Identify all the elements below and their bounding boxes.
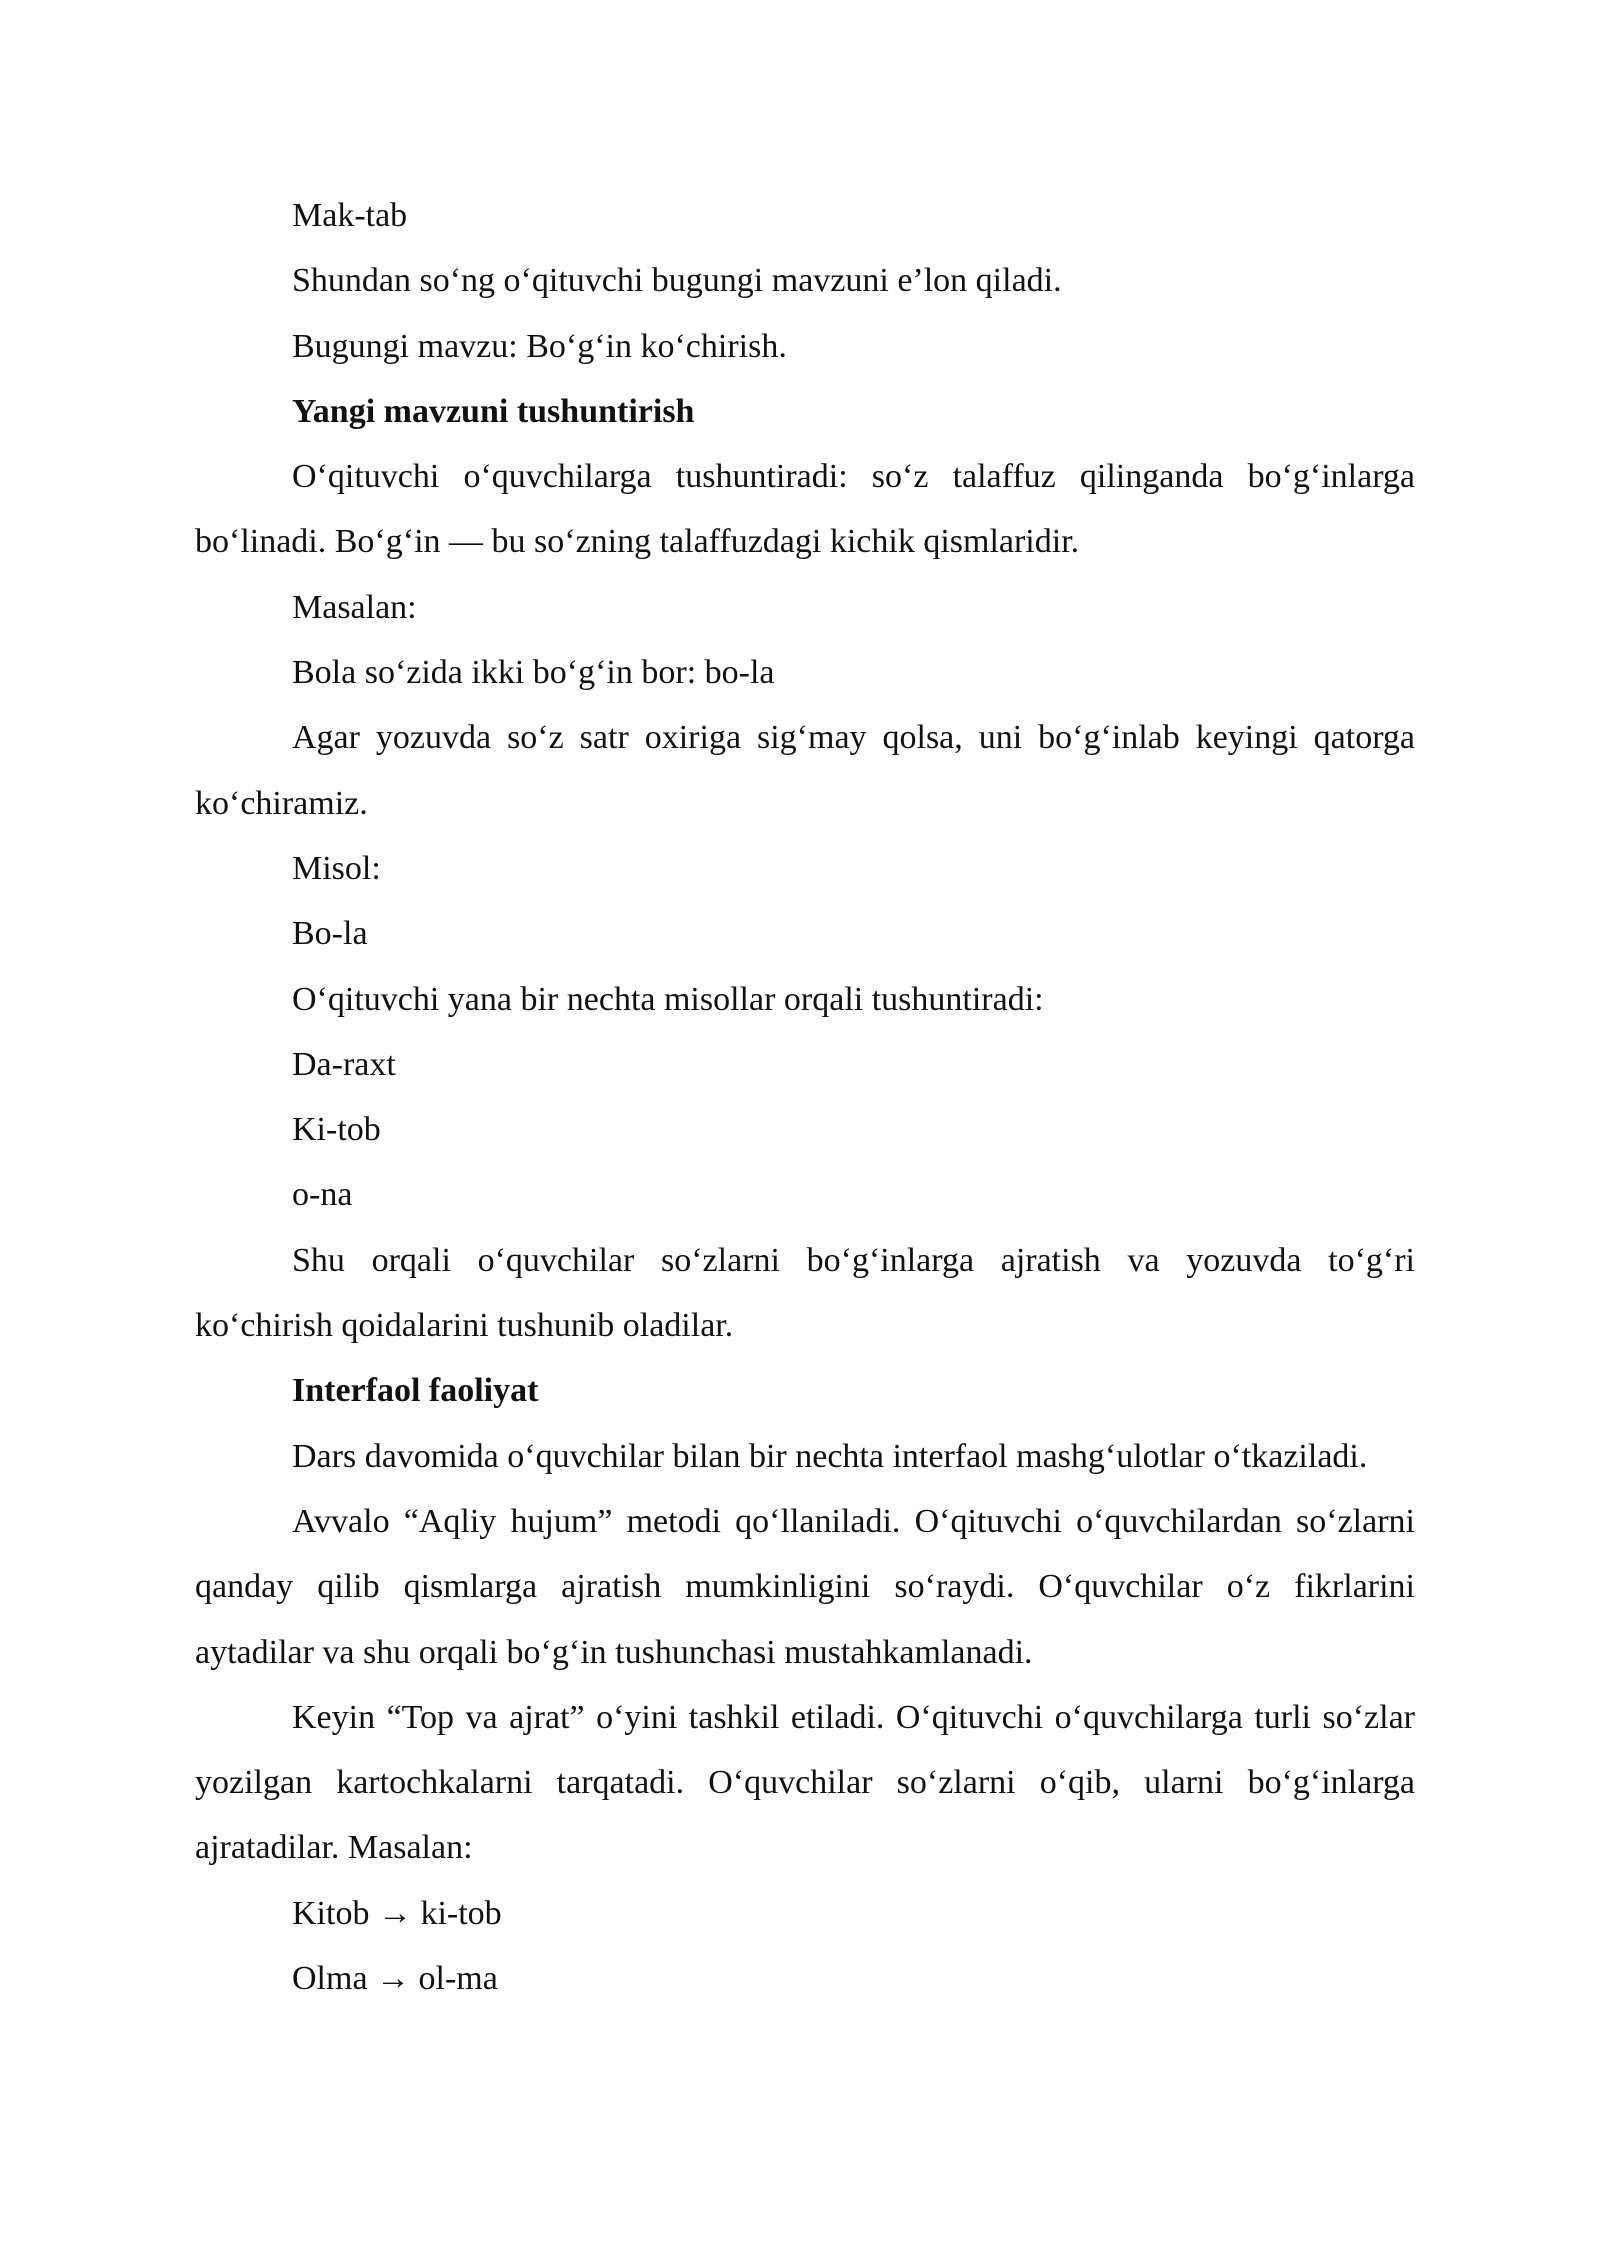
paragraph: Mak-tab	[292, 197, 408, 234]
document-page	[195, 183, 1415, 2011]
paragraph: Da-raxt	[292, 1045, 396, 1083]
paragraph: Dars davomida o‘quvchilar bilan bir nechta interfaol mashg‘ulotlar o‘tkaziladi.	[292, 1437, 1368, 1475]
paragraph: Ki-tob	[292, 1111, 381, 1149]
paragraph: Misol:	[292, 849, 381, 887]
paragraph: Bo-la	[292, 915, 368, 953]
paragraph: Masalan:	[292, 588, 417, 626]
paragraph: Agar yozuvda so‘z satr oxiriga sig‘may qolsa, uni bo‘g‘inlab keyingi qatorga ko‘chiramiz.	[195, 719, 1415, 822]
paragraph: Kitob → ki-tob	[292, 1894, 502, 1932]
paragraph: o-na	[292, 1176, 353, 1214]
paragraph: Keyin “Top va ajrat” o‘yini tashkil etiladi. O‘qituvchi o‘quvchilarga turli so‘zlar yozilgan kartochkalarni tarqatadi. O‘quvchilar so‘zlarni o‘qib, ularni bo‘g‘inlarga ajratadilar. Masalan:	[195, 1698, 1415, 1867]
paragraph: Shundan so‘ng o‘qituvchi bugungi mavzuni e’lon qiladi.	[292, 262, 1062, 300]
paragraph: O‘qituvchi o‘quvchilarga tushuntiradi: so‘z talaffuz qilinganda bo‘g‘inlarga bo‘linadi. Bo‘g‘in — bu so‘zning talaffuzdagi kichik qismlaridir.	[195, 458, 1415, 561]
paragraph: Avvalo “Aqliy hujum” metodi qo‘llaniladi. O‘qituvchi o‘quvchilardan so‘zlarni qanday qilib qismlarga ajratish mumkinligini so‘raydi. O‘quvchilar o‘z fikrlarini aytadilar va shu orqali bo‘g‘in tushunchasi mustahkamlanadi.	[195, 1502, 1415, 1671]
paragraph: Bola so‘zida ikki bo‘g‘in bor: bo-la	[292, 654, 775, 692]
paragraph: O‘qituvchi yana bir nechta misollar orqali tushuntiradi:	[292, 980, 1044, 1018]
section-heading: Yangi mavzuni tushuntirish	[292, 392, 695, 430]
paragraph: Olma → ol-ma	[292, 1960, 498, 1998]
paragraph: Shu orqali o‘quvchilar so‘zlarni bo‘g‘inlarga ajratish va yozuvda to‘g‘ri ko‘chirish qoidalarini tushunib oladilar.	[195, 1241, 1415, 1345]
paragraph: Bugungi mavzu: Bo‘g‘in ko‘chirish.	[292, 327, 787, 365]
section-heading: Interfaol faoliyat	[292, 1372, 539, 1410]
